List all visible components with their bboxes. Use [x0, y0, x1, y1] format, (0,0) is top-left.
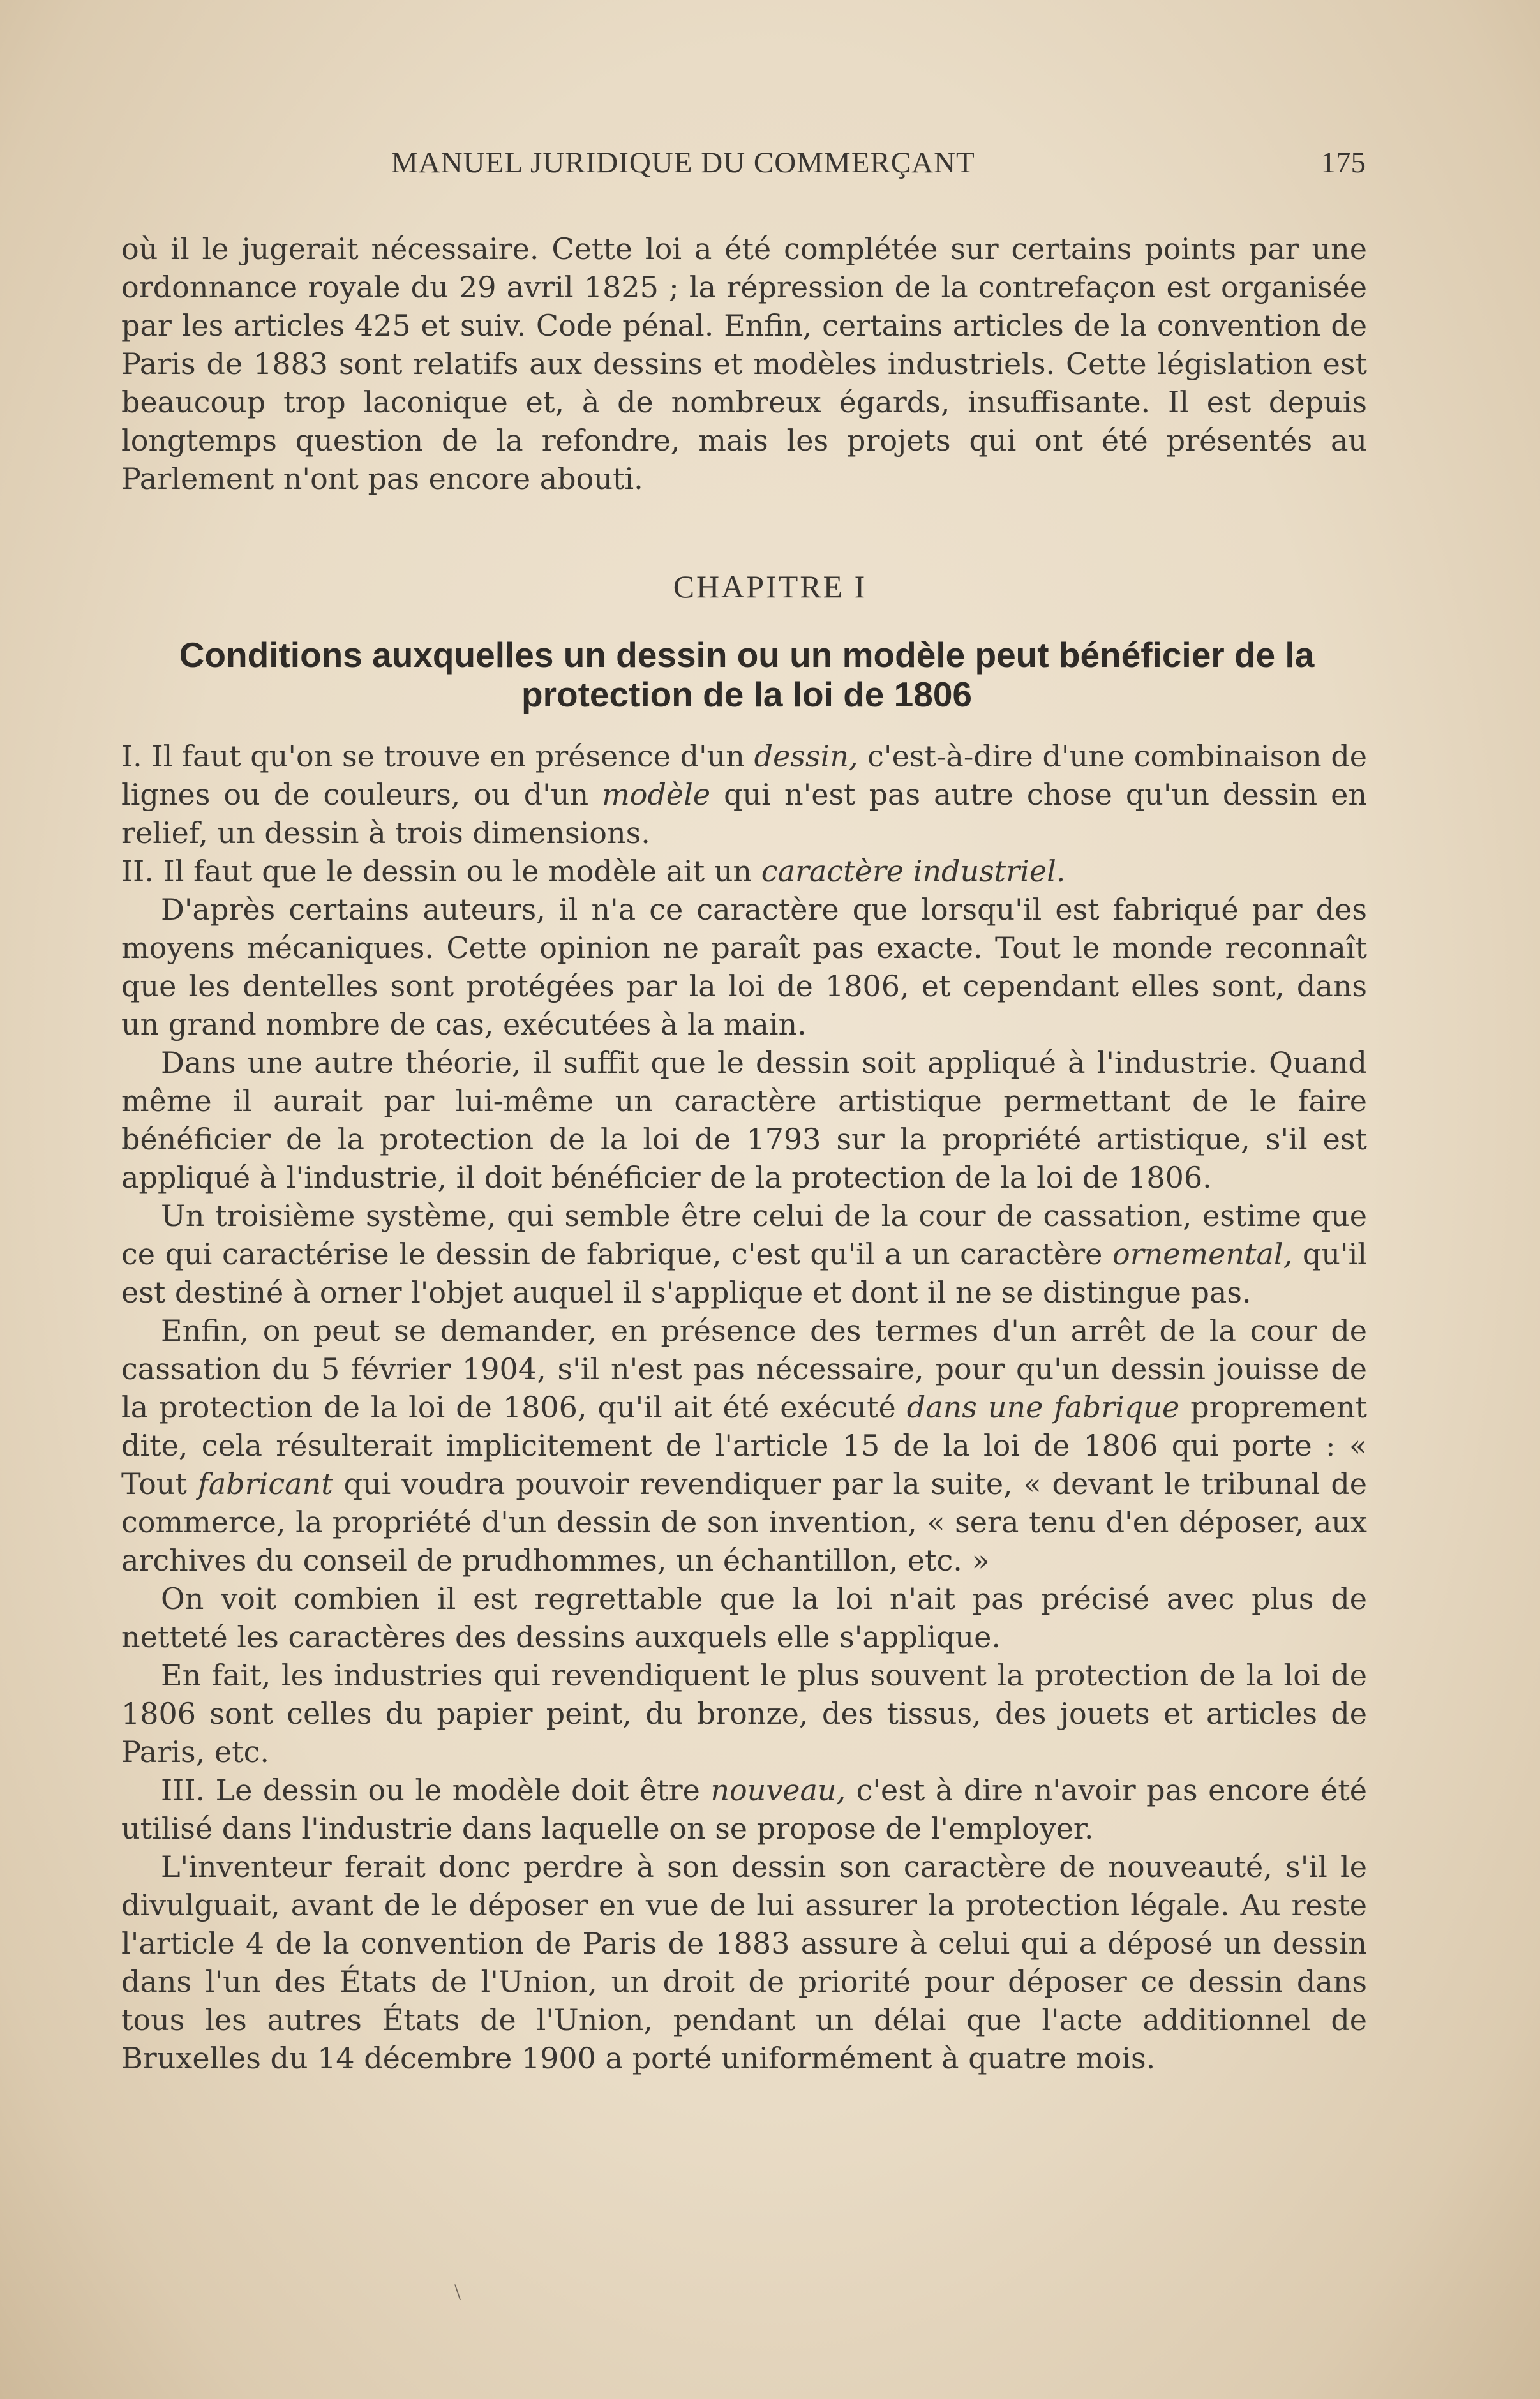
p1-text-c: c'est-à-dire d'une combinaison de lignes ou de couleurs, ou d'un — [121, 739, 1367, 812]
chapter-label: CHAPITRE I — [673, 569, 867, 604]
running-title: MANUEL JURIDIQUE DU COMMERÇANT — [391, 146, 975, 179]
paragraph-4: Dans une autre théorie, il suffit que le dessin soit appliqué à l'industrie. Quand même il aurait par lui-même un caractère artistique permettant de le faire bénéficier de la protection de la loi de 1793 sur la propriété artistique, s'il est appliqué à l'industrie, il doit bénéficier de la protection de la loi de 1806. — [121, 1045, 1367, 1195]
p5-italic-ornemental: ornemental, — [1112, 1237, 1293, 1271]
paragraph-2 — [121, 852, 1367, 890]
p6-italic-fabricant: fabricant — [197, 1467, 333, 1501]
chapter-title: Conditions auxquelles un dessin ou un modèle peut bénéficier de la protection de la loi de 1806 — [179, 635, 1315, 714]
p2-italic-industriel: caractère industriel. — [761, 854, 1066, 888]
p1-italic-modele: modèle — [602, 777, 711, 812]
page-header — [121, 146, 1366, 190]
paragraph-9 — [121, 1771, 1367, 1848]
paragraph-1 — [121, 737, 1367, 852]
stray-mark: \ — [454, 2279, 461, 2305]
paragraph-5 — [121, 1197, 1367, 1312]
p6-text-c: proprement dite, cela résulterait implicitement de l'article 15 de la loi de 1806 qui porte : « Tout — [121, 1390, 1367, 1501]
paragraph-8: En fait, les industries qui revendiquent le plus souvent la protection de la loi de 1806 sont celles du papier peint, du bronze, des tissus, des jouets et articles de Paris, etc. — [121, 1658, 1367, 1769]
page-number: 175 — [1320, 146, 1366, 179]
p9-text-c: c'est à dire n'avoir pas encore été utilisé dans l'industrie dans laquelle on se propose de l'employer. — [121, 1773, 1367, 1846]
paragraph-3: D'après certains auteurs, il n'a ce caractère que lorsqu'il est fabriqué par des moyens mécaniques. Cette opinion ne paraît pas exacte. Tout le monde reconnaît que les dentelles sont protégées par la loi de 1806, et cependant elles sont, dans un grand nombre de cas, exécutées à la main. — [121, 892, 1367, 1042]
p6-text-e: qui voudra pouvoir revendiquer par la suite, « devant le tribunal de commerce, la propriété d'un dessin de son invention, « sera tenu d'en déposer, aux archives du conseil de prudhommes, un échantillon, etc. » — [121, 1467, 1367, 1578]
p5-text-a: Un troisième système, qui semble être celui de la cour de cassation, estime que ce qui caractérise le dessin de fabrique, c'est qu'il a un caractère — [121, 1199, 1367, 1271]
p1-text-a: I. Il faut qu'on se trouve en présence d'un — [121, 739, 754, 774]
p6-text-a: Enfin, on peut se demander, en présence des termes d'un arrêt de la cour de cassation du 5 février 1904, s'il n'est pas nécessaire, pour qu'un dessin jouisse de la protection de la loi de 1806, qu'il ait été exécuté — [121, 1313, 1367, 1424]
p1-italic-dessin: dessin, — [754, 739, 858, 774]
p9-text-a: III. Le dessin ou le modèle doit être — [161, 1773, 711, 1807]
paragraph-7: On voit combien il est regrettable que la loi n'ait pas précisé avec plus de netteté les caractères des dessins auxquels elle s'applique. — [121, 1581, 1367, 1654]
paragraph-10: L'inventeur ferait donc perdre à son dessin son caractère de nouveauté, s'il le divulguait, avant de le déposer en vue de lui assurer la protection légale. Au reste l'article 4 de la convention de Paris de 1883 assure à celui qui a déposé un dessin dans l'un des États de l'Union, un droit de priorité pour déposer ce dessin dans tous les autres États de l'Union, pendant un délai que l'acte additionnel de Bruxelles du 14 décembre 1900 a porté uniformément à quatre mois. — [121, 1850, 1367, 2075]
p6-italic-fabrique: dans une fabrique — [906, 1390, 1180, 1424]
intro-paragraph-block — [121, 230, 1367, 498]
paragraph-6 — [121, 1312, 1367, 1580]
chapter-body — [121, 737, 1367, 2077]
p9-italic-nouveau: nouveau, — [710, 1773, 846, 1807]
p1-text-e: qui n'est pas autre chose qu'un dessin en relief, un dessin à trois dimensions. — [121, 777, 1367, 850]
intro-paragraph: où il le jugerait nécessaire. Cette loi a été complétée sur certains points par une ordonnance royale du 29 avril 1825 ; la répression de la contrefaçon est organisée par les articles 425 et suiv. Code pénal. Enfin, certains articles de la convention de Paris de 1883 sont relatifs aux dessins et modèles industriels. Cette législation est beaucoup trop laconique et, à de nombreux égards, insuffisante. Il est depuis longtemps question de la refondre, mais les projets qui ont été présentés au Parlement n'ont pas encore abouti. — [121, 232, 1367, 496]
p5-text-c: qu'il est destiné à orner l'objet auquel il s'applique et dont il ne se distingue pas. — [121, 1237, 1368, 1310]
p2-text-a: II. Il faut que le dessin ou le modèle ait un — [121, 854, 761, 888]
